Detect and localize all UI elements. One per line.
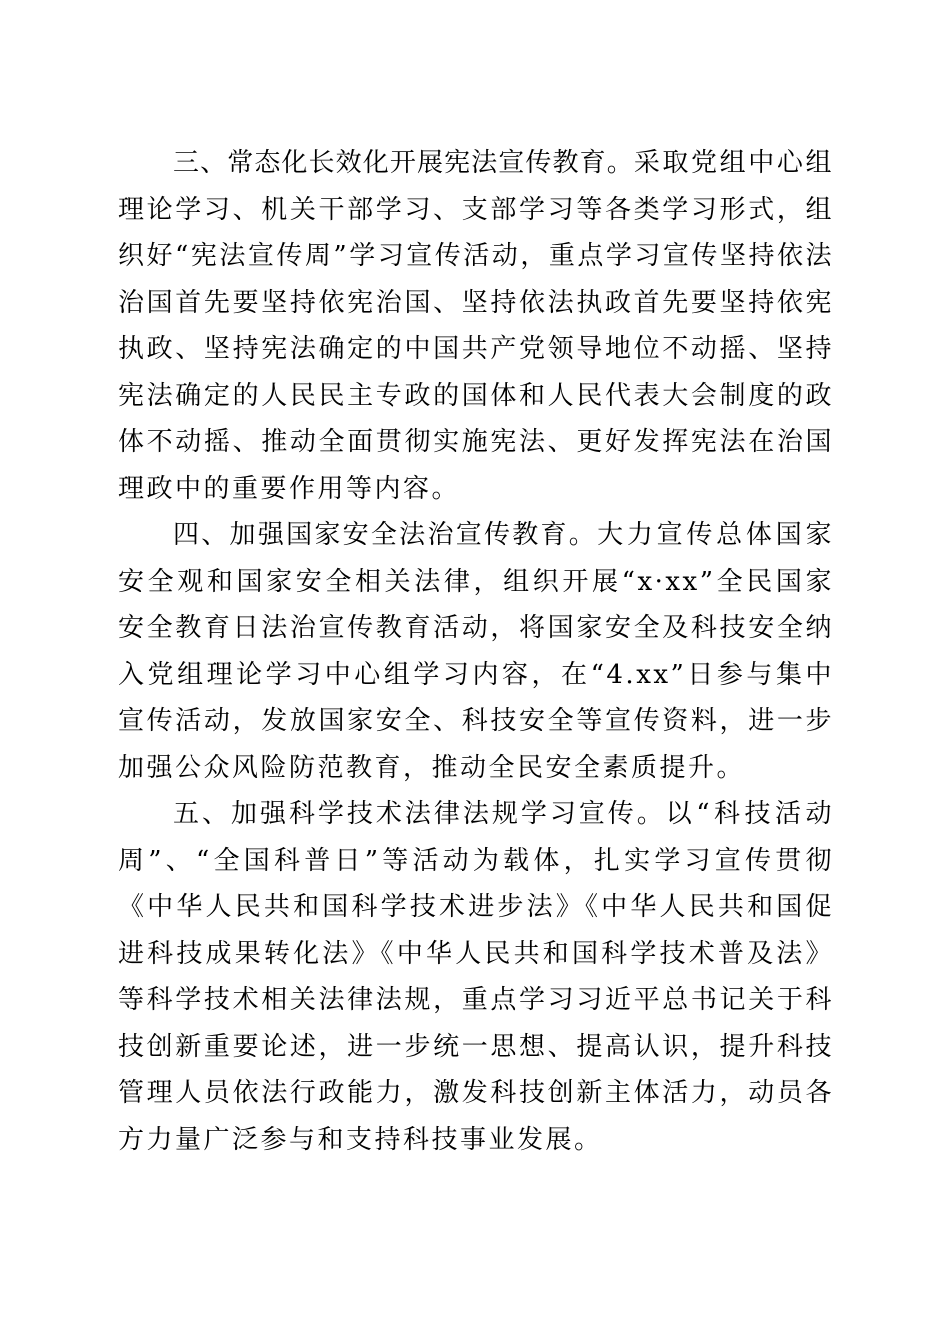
section-4-body: 大力宣传总体国家安全观和国家安全相关法律，组织开展“x·xx”全民国家安全教育日法治宣传教育活动，将国家安全及科技安全纳入党组理论学习中心组学习内容，在“4.xx”日参与集中宣传活动，发放国家安全、科技安全等宣传资料，进一步加强公众风险防范教育，推动全民安全素质提升。 (118, 520, 834, 783)
section-3-body: 采取党组中心组理论学习、机关干部学习、支部学习等各类学习形式，组织好“宪法宣传周”学习宣传活动，重点学习宣传坚持依法治国首先要坚持依宪治国、坚持依法执政首先要坚持依宪执政、坚持宪法确定的中国共产党领导地位不动摇、坚持宪法确定的人民民主专政的国体和人民代表大会制度的政体不动摇、推动全面贯彻实施宪法、更好发挥宪法在治国理政中的重要作用等内容。 (118, 148, 834, 504)
section-4-paragraph (118, 512, 834, 791)
document-page (118, 140, 834, 1163)
section-4-heading: 四、加强国家安全法治宣传教育。 (173, 520, 598, 550)
section-3-heading: 三、常态化长效化开展宪法宣传教育。 (173, 148, 634, 178)
section-3-paragraph (118, 140, 834, 512)
section-5-paragraph (118, 791, 834, 1163)
section-5-heading: 五、加强科学技术法律法规学习宣传。 (173, 799, 666, 829)
section-5-body: 以“科技活动周”、“全国科普日”等活动为载体，扎实学习宣传贯彻《中华人民共和国科学技术进步法》《中华人民共和国促进科技成果转化法》《中华人民共和国科学技术普及法》等科学技术相关法律法规，重点学习习近平总书记关于科技创新重要论述，进一步统一思想、提高认识，提升科技管理人员依法行政能力，激发科技创新主体活力，动员各方力量广泛参与和支持科技事业发展。 (118, 799, 834, 1155)
